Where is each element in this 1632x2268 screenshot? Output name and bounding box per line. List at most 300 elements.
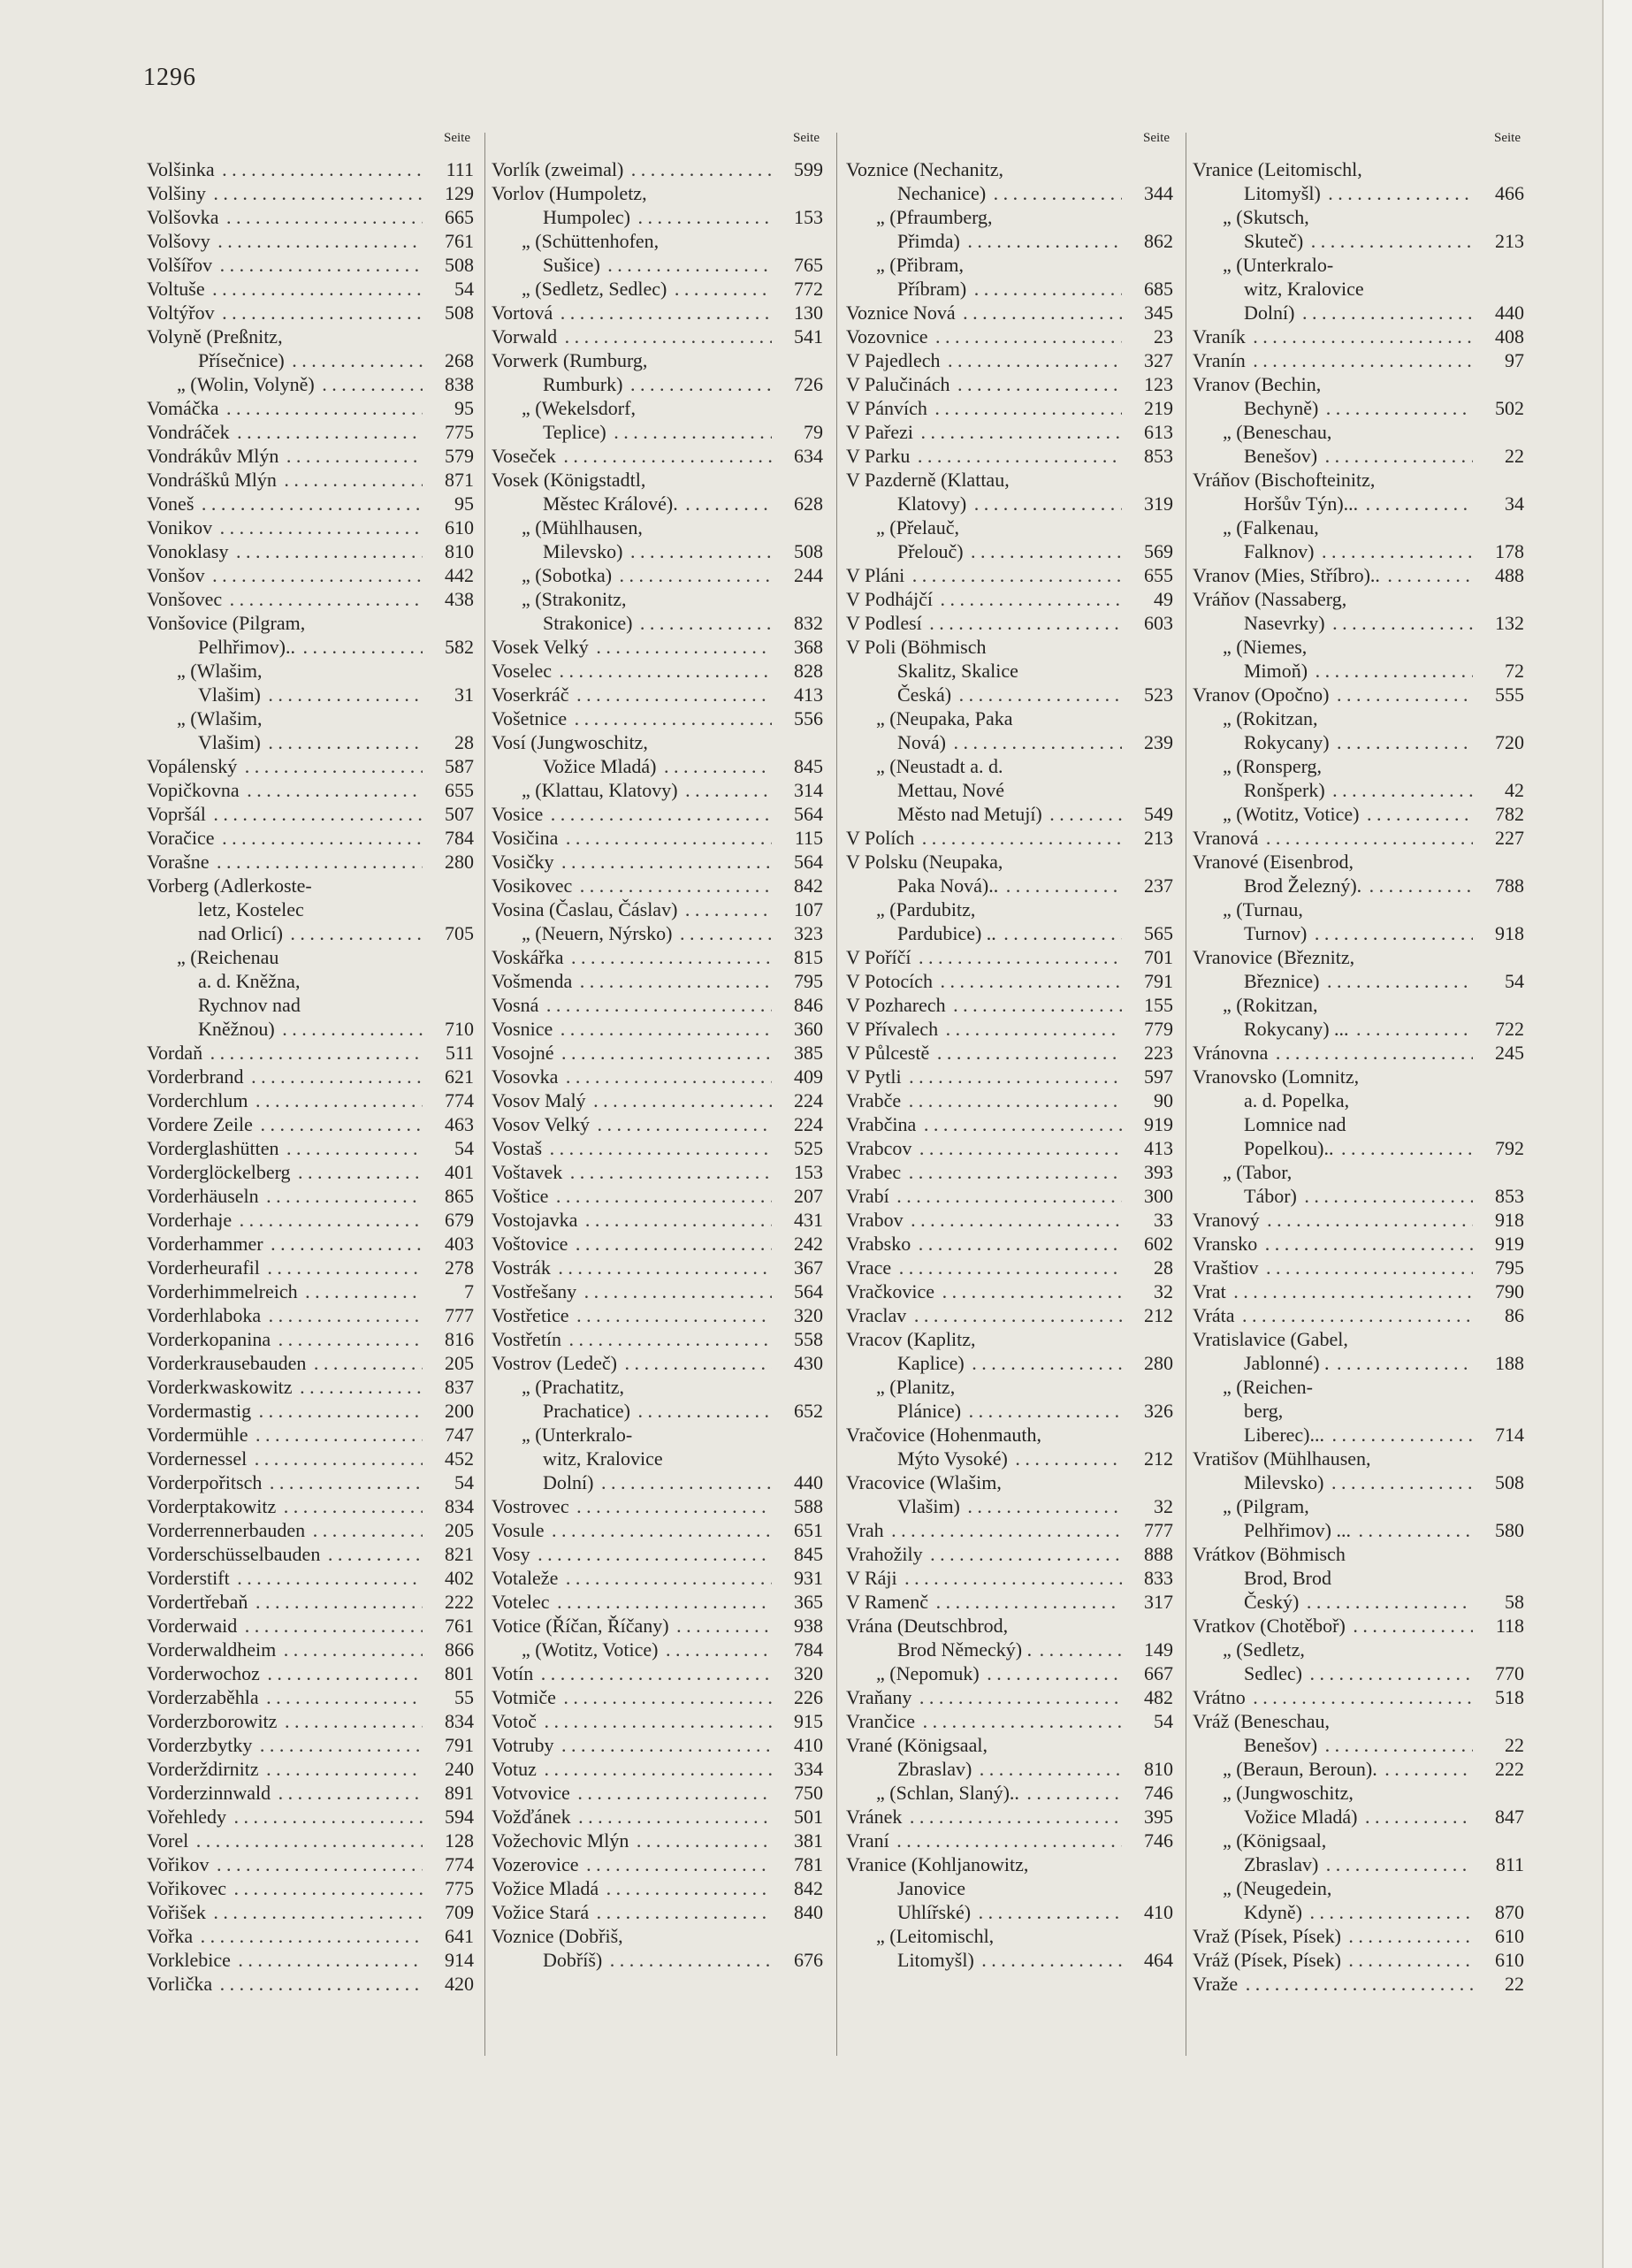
entry-name: Vorderhimmelreich: [147, 1280, 301, 1302]
index-entry: [1193, 1638, 1524, 1685]
index-entry: [492, 515, 823, 563]
entry-text: [1193, 1375, 1473, 1447]
entry-text: [147, 945, 423, 1041]
index-entry: [846, 754, 1173, 826]
entry-page-number: 580: [1495, 1519, 1524, 1541]
entry-name: Vrané (Königsaal,: [846, 1734, 990, 1756]
entry-page-number: 128: [445, 1829, 474, 1852]
index-entry: [1193, 683, 1524, 706]
entry-page-number: 871: [445, 469, 474, 491]
entry-page-number: 507: [445, 803, 474, 825]
entry-page-number: 23: [1154, 325, 1173, 347]
index-entry: [846, 468, 1173, 515]
entry-page-number: 33: [1154, 1209, 1173, 1231]
entry-name: Volšovka: [147, 206, 222, 228]
entry-page-number: 634: [794, 445, 823, 467]
entry-page-number: 401: [445, 1161, 474, 1183]
entry-continuation: Brod Německý) .: [897, 1638, 1034, 1661]
entry-page-number: 558: [794, 1328, 823, 1350]
entry-continuation: Česká): [897, 683, 954, 706]
entry-continuation: Dolní): [1244, 302, 1297, 324]
entry-continuation: Tábor): [1244, 1185, 1300, 1207]
entry-page-number: 508: [445, 254, 474, 276]
index-entry: [1193, 1781, 1524, 1829]
entry-name: Vořka: [147, 1925, 195, 1947]
entry-continuation: Milevsko): [543, 540, 625, 562]
entry-page-number: 314: [794, 779, 823, 801]
entry-name: Vorderzbytky: [147, 1734, 255, 1756]
entry-text: [1193, 1256, 1473, 1279]
entry-name: Vostřešany: [492, 1280, 579, 1302]
entry-continuation: Falknov): [1244, 540, 1316, 562]
index-entry: [147, 1972, 474, 1996]
entry-text: [147, 1470, 423, 1494]
entry-text: [846, 372, 1122, 396]
entry-page-number: 523: [1144, 683, 1173, 706]
entry-text: [147, 420, 423, 444]
entry-name: Vorlík (zweimal): [492, 158, 626, 180]
index-entry: [846, 1924, 1173, 1972]
entry-text: [492, 1733, 772, 1757]
entry-name: Vráňov (Bischofteinitz,: [1193, 469, 1377, 491]
entry-name: Vorderschüsselbauden: [147, 1543, 323, 1565]
entry-page-number: 508: [794, 540, 823, 562]
index-entry: [492, 1685, 823, 1709]
index-entry: [846, 1375, 1173, 1423]
index-entry: [147, 301, 474, 325]
index-entry: [147, 1518, 474, 1542]
entry-name: Vořikov: [147, 1853, 212, 1875]
entry-page-number: 107: [794, 898, 823, 920]
entry-text: [1193, 1542, 1473, 1614]
entry-text: [147, 1661, 423, 1685]
entry-text: [846, 1112, 1122, 1136]
index-entry: [492, 468, 823, 515]
index-entry: [147, 1088, 474, 1112]
entry-page-number: 360: [794, 1018, 823, 1040]
entry-page-number: 413: [794, 683, 823, 706]
entry-text: [846, 1136, 1122, 1160]
index-entry: [147, 396, 474, 420]
entry-text: [147, 1876, 423, 1900]
entry-page-number: 919: [1144, 1113, 1173, 1135]
entry-name: Vrahožily: [846, 1543, 926, 1565]
entry-page-number: 525: [794, 1137, 823, 1159]
index-entry: [147, 754, 474, 778]
entry-text: [846, 515, 1122, 563]
entry-page-number: 86: [1505, 1304, 1524, 1326]
entry-name: Vorderrennerbauden: [147, 1519, 308, 1541]
entry-name: Vransko: [1193, 1233, 1260, 1255]
entry-text: [846, 1065, 1122, 1088]
index-entry: [846, 444, 1173, 468]
entry-page-number: 268: [445, 349, 474, 371]
index-entry: [147, 1399, 474, 1423]
entry-name: Vordermastig: [147, 1400, 254, 1422]
index-entry: [1193, 1614, 1524, 1638]
entry-name: „ (Mühlhausen,: [522, 516, 645, 538]
entry-page-number: 365: [794, 1591, 823, 1613]
entry-name: Vráž (Písek, Písek): [1193, 1949, 1344, 1971]
entry-continuation: Sedlec): [1244, 1662, 1305, 1684]
index-entry: [846, 1041, 1173, 1065]
entry-name: Vorwald: [492, 325, 560, 347]
index-entry: [846, 1232, 1173, 1256]
index-entry: [492, 802, 823, 826]
entry-text: [1193, 945, 1473, 993]
entry-name: Vorderhlaboka: [147, 1304, 263, 1326]
index-entry: [1193, 1375, 1524, 1447]
entry-text: [846, 1327, 1122, 1375]
entry-page-number: 237: [1144, 874, 1173, 897]
entry-page-number: 153: [794, 1161, 823, 1183]
entry-name: Vorlička: [147, 1973, 215, 1995]
entry-continuation: Přelouč): [897, 540, 966, 562]
index-entry: [1193, 157, 1524, 205]
index-entry: [846, 1256, 1173, 1279]
entry-page-number: 345: [1144, 302, 1173, 324]
entry-continuation: Nechanice): [897, 182, 988, 204]
entry-name: Vracovice (Wlašim,: [846, 1471, 1004, 1493]
entry-name: „ (Prachatitz,: [522, 1376, 627, 1398]
entry-name: V Pozharech: [846, 994, 949, 1016]
index-entry: [147, 945, 474, 1041]
index-entry: [492, 1709, 823, 1733]
entry-page-number: 410: [794, 1734, 823, 1756]
entry-page-number: 834: [445, 1495, 474, 1517]
entry-name: Voštavek: [492, 1161, 565, 1183]
entry-name: Vorel: [147, 1829, 191, 1852]
index-entry: [492, 1900, 823, 1924]
entry-page-number: 115: [794, 827, 823, 849]
entry-page-number: 244: [794, 564, 823, 586]
entry-page-number: 810: [445, 540, 474, 562]
index-entry: [147, 1948, 474, 1972]
entry-page-number: 511: [445, 1042, 474, 1064]
index-entry: [147, 1566, 474, 1590]
entry-name: V Podhájčí: [846, 588, 935, 610]
entry-continuation: Zbraslav): [897, 1758, 974, 1780]
entry-page-number: 761: [445, 230, 474, 252]
index-entry: [1193, 993, 1524, 1041]
entry-continuation: Přimda): [897, 230, 963, 252]
entry-text: [846, 635, 1122, 706]
index-entry: [1193, 1065, 1524, 1160]
entry-page-number: 205: [445, 1352, 474, 1374]
column-header: Seite: [793, 131, 820, 145]
entry-name: Vranové (Eisenbrod,: [1193, 851, 1356, 873]
index-entry: [846, 1160, 1173, 1184]
entry-text: [147, 706, 423, 754]
entry-name: Vrabec: [846, 1161, 904, 1183]
index-entry: [1193, 1303, 1524, 1327]
entry-page-number: 153: [794, 206, 823, 228]
entry-name: „ (Strakonitz,: [522, 588, 629, 610]
entry-page-number: 368: [794, 636, 823, 658]
entry-continuation: Teplice): [543, 421, 609, 443]
entry-name: Vračkovice: [846, 1280, 937, 1302]
entry-page-number: 709: [445, 1901, 474, 1923]
entry-page-number: 710: [445, 1018, 474, 1040]
entry-text: [147, 611, 423, 659]
index-entry: [492, 1566, 823, 1590]
index-entry: [846, 1136, 1173, 1160]
entry-text: [846, 754, 1122, 826]
entry-page-number: 931: [794, 1567, 823, 1589]
entry-page-number: 774: [445, 1089, 474, 1111]
index-entry: [147, 444, 474, 468]
entry-name: V Polích: [846, 827, 917, 849]
entry-text: [492, 563, 772, 587]
index-entry: [492, 1303, 823, 1327]
index-entry: [147, 1876, 474, 1900]
entry-page-number: 842: [794, 874, 823, 897]
entry-page-number: 791: [445, 1734, 474, 1756]
entry-name: Vordernessel: [147, 1447, 249, 1470]
entry-text: [846, 325, 1122, 348]
entry-name: Voseček: [492, 445, 559, 467]
entry-name: Vrančice: [846, 1710, 918, 1732]
entry-page-number: 833: [1144, 1567, 1173, 1589]
entry-text: [492, 468, 772, 515]
entry-text: [846, 1614, 1122, 1661]
entry-text: [147, 1065, 423, 1088]
entry-text: [147, 277, 423, 301]
entry-page-number: 842: [794, 1877, 823, 1899]
index-entry: [1193, 1757, 1524, 1781]
index-entry: [492, 1279, 823, 1303]
entry-text: [492, 706, 772, 730]
index-entry: [846, 1590, 1173, 1614]
entry-name: Vonikov: [147, 516, 215, 538]
entry-page-number: 502: [1495, 397, 1524, 419]
entry-continuation: berg,: [1244, 1400, 1285, 1422]
entry-page-number: 402: [445, 1567, 474, 1589]
entry-page-number: 847: [1495, 1806, 1524, 1828]
index-entry: [492, 1733, 823, 1757]
entry-page-number: 278: [445, 1256, 474, 1279]
entry-text: [1193, 1160, 1473, 1208]
entry-page-number: 705: [445, 922, 474, 944]
entry-continuation: Rokycany): [1244, 731, 1332, 753]
index-entry: [147, 1852, 474, 1876]
index-entry: [492, 778, 823, 802]
entry-continuation: Mimoň): [1244, 660, 1310, 682]
entry-name: „ (Wotitz, Votice): [1223, 803, 1361, 825]
entry-text: [492, 1829, 772, 1852]
entry-continuation: Strakonice): [543, 612, 635, 634]
index-entry: [1193, 1041, 1524, 1065]
index-entry: [846, 850, 1173, 897]
entry-text: [492, 1709, 772, 1733]
index-entry: [147, 515, 474, 539]
entry-name: Vosovka: [492, 1065, 561, 1088]
entry-name: Vratišov (Mühlhausen,: [1193, 1447, 1374, 1470]
index-entry: [492, 301, 823, 325]
index-entry: [492, 826, 823, 850]
entry-continuation: Kněžnou): [198, 1018, 278, 1040]
entry-page-number: 602: [1144, 1233, 1173, 1255]
entry-name: „ (Wekelsdorf,: [522, 397, 638, 419]
entry-text: [846, 420, 1122, 444]
entry-text: [492, 969, 772, 993]
index-entry: [1193, 1208, 1524, 1232]
entry-text: [1193, 1041, 1473, 1065]
entry-text: [147, 396, 423, 420]
entry-text: [1193, 205, 1473, 253]
entry-page-number: 212: [1144, 1447, 1173, 1470]
entry-text: [492, 1232, 772, 1256]
entry-continuation: Sušice): [543, 254, 603, 276]
entry-text: [1193, 1972, 1473, 1996]
index-entry: [147, 1327, 474, 1351]
entry-text: [492, 778, 772, 802]
index-entry: [492, 563, 823, 587]
entry-name: Vorderheurafil: [147, 1256, 263, 1279]
index-entry: [1193, 1232, 1524, 1256]
entry-text: [492, 587, 772, 635]
entry-page-number: 395: [1144, 1806, 1173, 1828]
index-entry: [492, 921, 823, 945]
entry-text: [1193, 372, 1473, 420]
entry-page-number: 565: [1144, 922, 1173, 944]
entry-name: Vrabcov: [846, 1137, 914, 1159]
index-entry: [846, 205, 1173, 253]
entry-page-number: 720: [1495, 731, 1524, 753]
index-entry: [1193, 850, 1524, 897]
entry-name: Vorderhaje: [147, 1209, 234, 1231]
entry-page-number: 862: [1144, 230, 1173, 252]
entry-name: „ (Pardubitz,: [876, 898, 978, 920]
entry-name: V Pláni: [846, 564, 907, 586]
index-entry: [1193, 1924, 1524, 1948]
index-entry: [492, 348, 823, 396]
entry-text: [1193, 1757, 1473, 1781]
entry-text: [846, 1829, 1122, 1852]
index-entry: [492, 945, 823, 969]
entry-page-number: 123: [1144, 373, 1173, 395]
entry-text: [492, 1685, 772, 1709]
entry-name: Vraštiov: [1193, 1256, 1261, 1279]
entry-text: [492, 1876, 772, 1900]
entry-name: Vorderwaid: [147, 1615, 240, 1637]
index-entry: [492, 730, 823, 778]
entry-name: „ (Turnau,: [1223, 898, 1306, 920]
entry-page-number: 54: [1505, 970, 1524, 992]
entry-name: Vraňany: [846, 1686, 914, 1708]
index-entry: [846, 563, 1173, 587]
entry-page-number: 772: [794, 278, 823, 300]
entry-page-number: 777: [1144, 1519, 1173, 1541]
entry-text: [846, 1279, 1122, 1303]
entry-page-number: 792: [1495, 1137, 1524, 1159]
entry-page-number: 685: [1144, 278, 1173, 300]
entry-text: [1193, 1924, 1473, 1948]
index-entry: [147, 1638, 474, 1661]
entry-name: Votuz: [492, 1758, 539, 1780]
entry-name: Vosnice: [492, 1018, 555, 1040]
entry-page-number: 95: [454, 493, 474, 515]
entry-name: „ (Falkenau,: [1223, 516, 1322, 538]
entry-name: Vosičina: [492, 827, 561, 849]
entry-continuation: Milevsko): [1244, 1471, 1326, 1493]
entry-page-number: 838: [445, 373, 474, 395]
entry-continuation: Janovice: [897, 1877, 968, 1899]
entry-page-number: 280: [1144, 1352, 1173, 1374]
entry-name: Vopálenský: [147, 755, 240, 777]
entry-continuation: Zbraslav): [1244, 1853, 1321, 1875]
entry-text: [492, 229, 772, 277]
entry-text: [846, 850, 1122, 897]
entry-text: [1193, 1829, 1473, 1876]
entry-text: [846, 468, 1122, 515]
entry-name: V Palučinách: [846, 373, 953, 395]
entry-page-number: 621: [445, 1065, 474, 1088]
index-entry: [1193, 325, 1524, 348]
index-entry: [846, 1829, 1173, 1852]
index-entry: [846, 635, 1173, 706]
entry-page-number: 714: [1495, 1424, 1524, 1446]
entry-name: Vonoklasy: [147, 540, 232, 562]
entry-page-number: 34: [1505, 493, 1524, 515]
entry-page-number: 801: [445, 1662, 474, 1684]
entry-text: [147, 1518, 423, 1542]
entry-continuation: Popelkou)..: [1244, 1137, 1336, 1159]
entry-name: Vordertřebaň: [147, 1591, 250, 1613]
index-entry: [147, 1423, 474, 1447]
entry-text: [147, 874, 423, 945]
entry-text: [846, 1805, 1122, 1829]
entry-continuation: Ronšperk): [1244, 779, 1328, 801]
entry-text: [492, 1590, 772, 1614]
entry-text: [846, 444, 1122, 468]
entry-name: Vonšovec: [147, 588, 225, 610]
entry-text: [846, 157, 1122, 205]
entry-name: Vořehledy: [147, 1806, 229, 1828]
index-entry: [846, 253, 1173, 301]
index-entry: [147, 1590, 474, 1614]
entry-continuation: Dobříš): [543, 1949, 605, 1971]
entry-name: Voračice: [147, 827, 217, 849]
entry-page-number: 784: [445, 827, 474, 849]
entry-text: [1193, 420, 1473, 468]
index-entry: [492, 1805, 823, 1829]
entry-name: Vrána (Deutschbrod,: [846, 1615, 1010, 1637]
entry-continuation: Český): [1244, 1591, 1301, 1613]
index-entry: [846, 1303, 1173, 1327]
entry-page-number: 853: [1495, 1185, 1524, 1207]
entry-continuation: Prachatice): [543, 1400, 633, 1422]
entry-name: Vranice (Kohljanowitz,: [846, 1853, 1031, 1875]
entry-continuation: Klatovy): [897, 493, 969, 515]
entry-name: Vozerovice: [492, 1853, 582, 1875]
entry-continuation: letz, Kostelec: [198, 898, 307, 920]
index-entry: [147, 1661, 474, 1685]
entry-name: Vracov (Kaplitz,: [846, 1328, 979, 1350]
index-entry: [492, 683, 823, 706]
entry-text: [492, 730, 772, 778]
entry-text: [492, 1900, 772, 1924]
entry-page-number: 22: [1505, 1734, 1524, 1756]
entry-name: Vosule: [492, 1519, 547, 1541]
entry-page-number: 774: [445, 1853, 474, 1875]
entry-continuation: Jablonné) .: [1244, 1352, 1332, 1374]
entry-continuation: Vožice Mladá): [1244, 1806, 1361, 1828]
entry-text: [492, 1327, 772, 1351]
index-entry: [846, 1614, 1173, 1661]
entry-text: [147, 1685, 423, 1709]
index-entry: [147, 826, 474, 850]
